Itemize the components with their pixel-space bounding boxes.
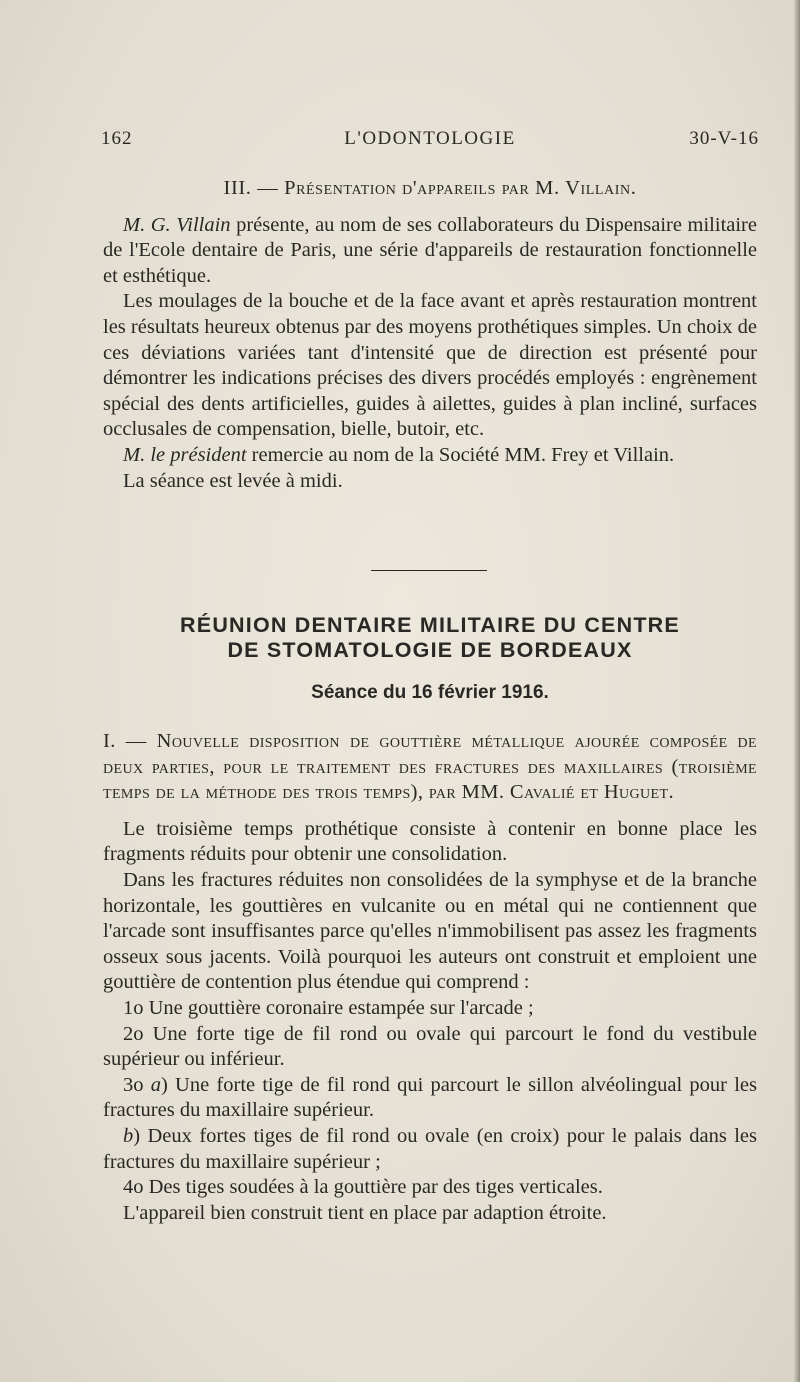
list-item: 1o Une gouttière coronaire estampée sur l'arcade ; (123, 996, 534, 1019)
paragraph: La séance est levée à midi. (123, 469, 343, 492)
meeting-title: RÉUNION DENTAIRE MILITAIRE DU CENTRE DE STOMATOLOGIE DE BORDEAUX (180, 613, 680, 662)
list-item: 4o Des tiges soudées à la gouttière par des tiges verticales. (123, 1176, 603, 1199)
paragraph: Dans les fractures réduites non consolidées de la symphyse et de la branche horizontale, les gouttières en vulcanite ou en métal qui ne contiennent que l'arcade sont insuffisantes parce qu'elles n'immobilisent pas assez les fragments osseux sous jacents. Voilà pourquoi les auteurs ont construit et emploient une gouttière de contention plus étendue qui comprend : (103, 868, 757, 994)
list-item: b) Deux fortes tiges de fil rond ou ovale (en croix) pour le palais dans les fractures du maxillaire supérieur ; (103, 1124, 757, 1173)
session-date: Séance du 16 février 1916. (311, 682, 549, 703)
list-item: 2o Une forte tige de fil rond ou ovale qui parcourt le fond du vestibule supérieur ou inférieur. (103, 1022, 757, 1071)
journal-title: L'ODONTOLOGIE (344, 128, 516, 149)
issue-date: 30-V-16 (689, 128, 759, 149)
paragraph: Les moulages de la bouche et de la face avant et après restauration montrent les résultats heureux obtenus par des moyens prothétiques simples. Un choix de ces déviations variées tant d'intensité que de direction est présenté pour démontrer les indications précises des divers procédés employés : engrènement spécial des dents artificielles, guides à ailettes, guides à plan incliné, surfaces occlusales de compensation, bielle, butoir, etc. (103, 290, 757, 441)
running-head (101, 128, 759, 154)
section-one (103, 729, 757, 1226)
section-three-heading: III. — Présentation d'appareils par M. Villain. (223, 177, 637, 199)
section-one-heading: I. — Nouvelle disposition de gouttière métallique ajourée composée de deux parties, pour le traitement des fractures des maxillaires (troisième temps de la méthode des trois temps), par MM. Cavalié et Huguet. (103, 730, 757, 804)
section-divider (371, 570, 487, 571)
paragraph: M. le président remercie au nom de la Société MM. Frey et Villain. (123, 443, 675, 466)
speaker-name: M. le président (123, 443, 247, 466)
speaker-name: M. G. Villain (123, 213, 231, 236)
page-edge-shadow (794, 0, 800, 1382)
paragraph: Le troisième temps prothétique consiste à contenir en bonne place les fragments réduits pour obtenir une consolidation. (103, 817, 757, 866)
paragraph: L'appareil bien construit tient en place par adaption étroite. (123, 1201, 607, 1224)
section-three (103, 176, 757, 494)
paragraph: M. G. Villain présente, au nom de ses collaborateurs du Dispensaire militaire de l'Ecole dentaire de Paris, une série d'appareils de restauration fonctionnelle et esthétique. (103, 213, 757, 287)
list-item: 3o a) Une forte tige de fil rond qui parcourt le sillon alvéolingual pour les fractures du maxillaire supérieur. (103, 1073, 758, 1122)
page-number: 162 (101, 128, 133, 149)
